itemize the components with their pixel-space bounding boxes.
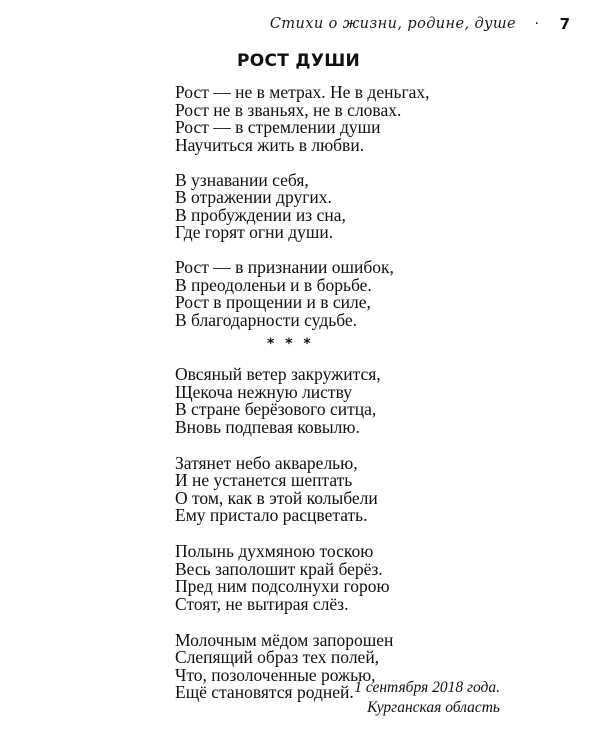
poem-line: Слепящий образ тех полей,	[175, 647, 380, 667]
poem-line: Вновь подпевая ковылю.	[175, 416, 360, 437]
poem-line: В узнавании себя,	[175, 169, 309, 190]
poem-body	[175, 366, 535, 702]
running-head: Стихи о жизни, родине, душе	[269, 16, 516, 32]
poem-line: Что, позолоченные рожью,	[175, 664, 376, 685]
poem-line: В стране берёзового ситца,	[175, 399, 377, 419]
signature-date: 1 сентября 2018 года.	[354, 679, 500, 696]
stanza	[175, 84, 535, 154]
poem-line: Пред ним подсолнухи горою	[175, 576, 390, 596]
poem-line: Рост — в признании ошибок,	[175, 257, 394, 277]
stanza	[175, 543, 535, 613]
signature-place: Курганская область	[367, 699, 500, 716]
page-number: 7	[559, 15, 570, 33]
poem-line: В пробуждении из сна,	[175, 204, 346, 225]
stanza	[175, 366, 535, 436]
poem-line: Щекоча нежную листву	[175, 381, 352, 402]
poem-title: РОСТ ДУШИ	[237, 51, 361, 71]
stanza	[175, 169, 535, 242]
poem-line: Весь заполошит край берёз.	[175, 558, 383, 579]
stanza	[175, 259, 535, 329]
stanza	[175, 452, 535, 525]
poem-line: Научиться жить в любви.	[175, 134, 365, 155]
poem-line: Ещё становятся родней.	[175, 682, 354, 702]
poem-line: Овсяный ветер закружится,	[175, 364, 381, 384]
section-separator: * * *	[267, 336, 314, 352]
poem-line: В отражении других.	[175, 187, 332, 207]
poem-line: В преодоленьи и в борьбе.	[175, 274, 372, 295]
poem-body	[175, 84, 535, 329]
poem-line: Рост в прощении и в силе,	[175, 292, 371, 312]
poem-line: Молочным мёдом запорошен	[175, 629, 394, 650]
poem-line: Стоят, не вытирая слёз.	[175, 593, 349, 614]
poem-line: Рост не в званьях, не в словах.	[175, 99, 402, 120]
poem-line: И не устанется шептать	[175, 470, 353, 490]
poem-line: Где горят огни души.	[175, 222, 334, 242]
poem-line: Затянет небо акварелью,	[175, 452, 358, 473]
running-head-separator: ·	[534, 16, 539, 32]
poem-line: Рост — в стремлении души	[175, 117, 381, 137]
poem-line: Ему пристало расцветать.	[175, 505, 368, 525]
poem-line: Полынь духмяною тоскою	[175, 541, 374, 561]
poem-line: В благодарности судьбе.	[175, 309, 358, 330]
poem-line: О том, как в этой колыбели	[175, 487, 378, 508]
poem-line: Рост — не в метрах. Не в деньгах,	[175, 82, 430, 102]
